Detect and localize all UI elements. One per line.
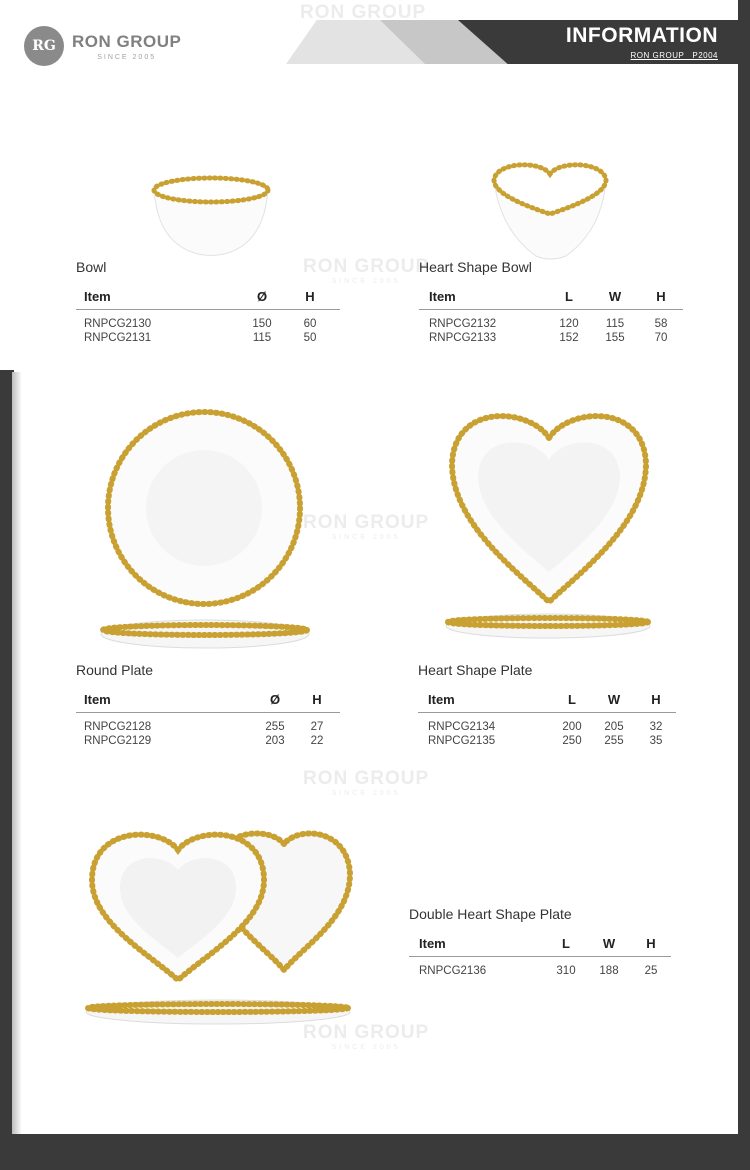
watermark: RON GROUP SINCE 2005 [303,768,430,797]
product-name: Heart Shape Plate [418,662,533,678]
item-code: RNPCG2133 [429,332,497,344]
height-value: 50 [303,332,317,344]
table-row [419,310,683,332]
column-header: W [592,692,636,713]
column-header: Item [76,289,244,310]
item-code: RNPCG2132 [429,318,497,330]
table-header-row [76,692,340,713]
diameter-value: 203 [265,735,285,747]
column-header: H [636,692,676,713]
page-subtitle: RON GROUP P2004 [630,51,718,60]
length-value: 200 [562,721,582,733]
item-code: RNPCG2130 [84,318,152,330]
product-name: Heart Shape Bowl [419,259,532,275]
height-value: 70 [654,332,668,344]
column-header: Item [409,936,545,957]
diameter-value: 150 [252,318,272,330]
logo-emblem-icon: RG [24,26,64,66]
item-code: RNPCG2134 [428,721,496,733]
spec-table [419,289,683,345]
column-header: L [545,936,587,957]
watermark: RON GROUP SINCE 2005 [303,512,430,541]
product-name: Double Heart Shape Plate [409,906,572,922]
column-header: H [280,289,340,310]
table-row [409,957,671,979]
product-heart-plate [418,662,676,748]
table-row [419,331,683,345]
spec-table [76,692,340,748]
width-value: 205 [604,721,624,733]
column-header: H [631,936,671,957]
table-row [76,331,340,345]
double-heart-plate-image [84,822,356,1030]
spec-table [418,692,676,748]
height-value: 27 [310,721,324,733]
table-row [418,713,676,735]
column-header: L [547,289,591,310]
height-value: 22 [310,735,324,747]
column-header: Item [419,289,547,310]
width-value: 255 [604,735,624,747]
table-header-row [419,289,683,310]
length-value: 250 [562,735,582,747]
column-header: H [639,289,683,310]
item-code: RNPCG2136 [419,965,487,977]
item-code: RNPCG2128 [84,721,152,733]
table-row [418,734,676,748]
item-code: RNPCG2135 [428,735,496,747]
watermark: RON GROUP [300,2,427,23]
column-header: L [552,692,592,713]
column-header: Item [418,692,552,713]
heart-bowl-image [486,160,614,266]
width-value: 155 [605,332,625,344]
frame-right [738,0,750,1170]
length-value: 152 [559,332,579,344]
height-value: 25 [644,965,658,977]
diameter-value: 255 [265,721,285,733]
heart-plate-image [444,404,654,640]
product-heart-bowl [419,259,683,345]
length-value: 310 [556,965,576,977]
width-value: 188 [599,965,619,977]
table-header-row [409,936,671,957]
item-code: RNPCG2129 [84,735,152,747]
round-plate-image [100,408,310,658]
spec-table [76,289,340,345]
column-header: H [294,692,340,713]
product-round-plate [76,662,340,748]
height-value: 35 [649,735,663,747]
table-row [76,310,340,332]
column-header: Ø [256,692,294,713]
column-header: Item [76,692,256,713]
height-value: 60 [303,318,317,330]
height-value: 32 [649,721,663,733]
spec-table [409,936,671,978]
height-value: 58 [654,318,668,330]
length-value: 120 [559,318,579,330]
item-code: RNPCG2131 [84,332,152,344]
brand-name: RON GROUP [72,31,182,51]
brand-logo [24,26,181,66]
product-bowl [76,259,340,345]
brand-since: SINCE 2005 [97,53,157,61]
table-header-row [418,692,676,713]
column-header: W [587,936,631,957]
watermark: RON GROUP SINCE 2005 [303,1022,430,1051]
table-row [76,734,340,748]
frame-shadow [12,372,22,1136]
bowl-image [148,174,274,264]
diameter-value: 115 [252,332,272,344]
page-title: INFORMATION [565,24,718,47]
product-double-heart-plate [409,906,671,978]
watermark: RON GROUP SINCE 2005 [303,256,430,285]
table-row [76,713,340,735]
width-value: 115 [605,318,625,330]
column-header: Ø [244,289,280,310]
product-name: Bowl [76,259,107,275]
table-header-row [76,289,340,310]
frame-bottom [0,1134,750,1170]
product-name: Round Plate [76,662,154,678]
column-header: W [591,289,639,310]
